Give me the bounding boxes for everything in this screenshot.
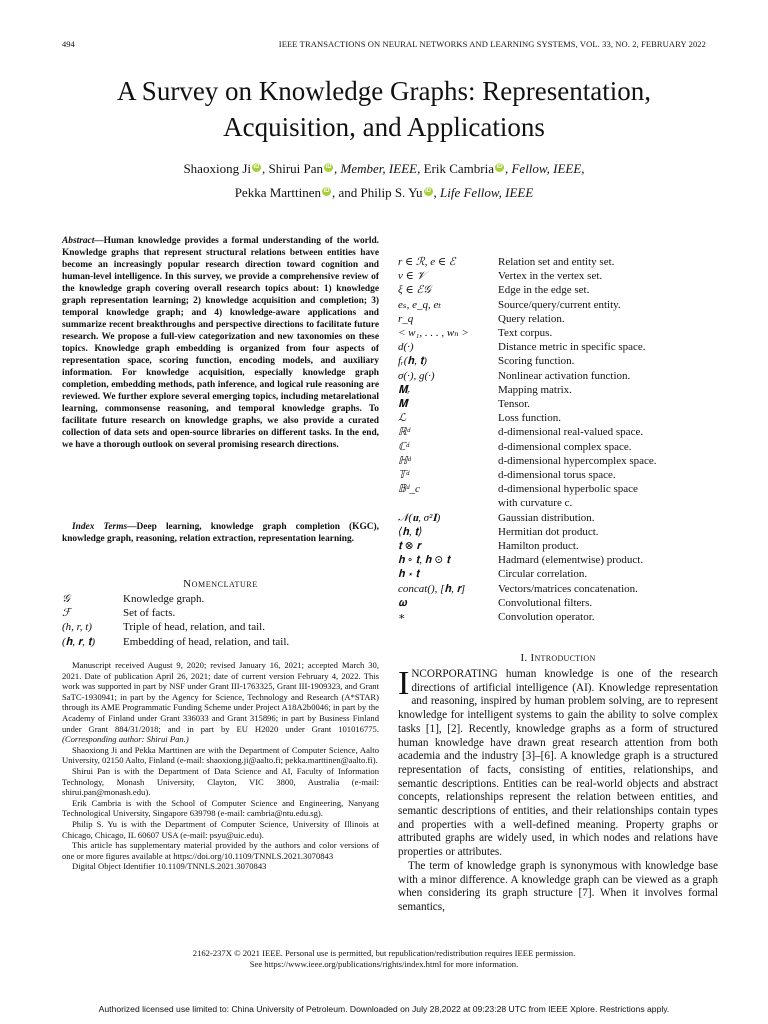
nom-desc: Scoring function. (498, 355, 575, 368)
nom-desc: Hamilton product. (498, 540, 579, 553)
nom-desc: with curvature c. (498, 497, 573, 510)
nom-symbol (398, 496, 498, 510)
nom-desc: Vertex in the vertex set. (498, 270, 603, 283)
title-line-2: Acquisition, and Applications (223, 112, 545, 142)
author-role: Life Fellow, IEEE (440, 185, 534, 200)
nomenclature-row (62, 592, 379, 606)
rights-link[interactable]: See https://www.ieee.org/publications/rights/index.html for more information. (249, 959, 519, 969)
orcid-icon[interactable]: iD (425, 188, 432, 194)
footnote-text: Manuscript received August 9, 2020; revised January 16, 2021; accepted March 30, 2021. Date of publication April 26, 2021; date of current version February 4, 2022. This work was supported in part by NSF under Grant III-1763325, Grant III-1909323, and Grant SaTC-1930941; in part by the Agency for Science, Technology and Research (A*STAR) through its AME Programmatic Funding Scheme under Project A18A2b0046; in part by the Academy of Finland under Grant 336033 and Grant 315896; in part by Business Finland under Grant 884/31/2018; and in part by EU H2020 under Grant 101016775. (62, 660, 379, 734)
nomenclature-row (398, 383, 718, 397)
nom-desc: Source/query/current entity. (498, 298, 621, 311)
footnote-affiliation: Shirui Pan is with the Department of Data Science and AI, Faculty of Information Technology, Monash University, Clayton, VIC 3800, Australia (e-mail: shirui.pan@monash.edu). (62, 765, 379, 798)
nomenclature-row (398, 553, 718, 567)
nomenclature-row (398, 511, 718, 525)
footnote-received (62, 660, 379, 745)
nomenclature-row (62, 635, 379, 649)
nom-symbol: 𝛚 (398, 596, 407, 609)
nomenclature-row (398, 425, 718, 439)
nomenclature-row (398, 610, 718, 624)
nom-desc: Text corpus. (498, 327, 553, 340)
paper-title (40, 73, 728, 145)
footnote-affiliation: Philip S. Yu is with the Department of Computer Science, University of Illinois at Chicago, Chicago, IL 60607 USA (e-mail: psyu@uic.edu). (62, 818, 379, 840)
nomenclature-row (398, 411, 718, 425)
nom-desc: Nonlinear activation function. (498, 369, 631, 382)
nom-symbol: ℝᵈ (398, 426, 411, 439)
author-list (40, 157, 728, 205)
nom-desc: d-dimensional complex space. (498, 440, 632, 453)
footnote-affiliation: Erik Cambria is with the School of Computer Science and Engineering, Nanyang Technological University, Singapore 639798 (e-mail: cambria@ntu.edu.sg). (62, 797, 379, 819)
nomenclature-row (398, 312, 718, 326)
nomenclature-row (398, 567, 718, 581)
nom-desc: Hadmard (elementwise) product. (498, 554, 644, 567)
copyright-notice (62, 948, 706, 970)
index-terms-text: Deep learning, knowledge graph completion (KGC), knowledge graph, reasoning, relation extraction, representation learning. (62, 522, 379, 544)
abstract-text: Human knowledge provides a formal understanding of the world. Knowledge graphs that represent structural relations between entities have become an increasingly popular research direction toward cognition and human-level intelligence. In this survey, we provide a comprehensive review of the knowledge graph covering overall research topics about: 1) knowledge graph representation learning; 2) knowledge acquisition and completion; 3) temporal knowledge graph; and 4) knowledge-aware applications and summarize recent breakthroughs and perspective directions to facilitate future research. We propose a full-view categorization and new taxonomies on these topics. Knowledge graph embedding is organized from four aspects of representation space, scoring function, encoding models, and auxiliary information. For knowledge acquisition, especially knowledge graph completion, embedding methods, path inference, and logical rule reasoning are reviewed. We further explore several emerging topics, including metarelational learning, commonsense reasoning, and temporal knowledge graphs. To facilitate future research on knowledge graphs, we also provide a curated collection of data sets and open-source libraries on different tasks. In the end, we have a thorough outlook on several promising research directions. (62, 236, 379, 450)
nom-desc: Relation set and entity set. (498, 256, 615, 268)
nomenclature-row (398, 340, 718, 354)
running-header: IEEE TRANSACTIONS ON NEURAL NETWORKS AND LEARNING SYSTEMS, VOL. 33, NO. 2, FEBRUARY 2022 (278, 39, 706, 49)
nom-desc: Convolution operator. (498, 611, 595, 624)
nom-symbol: concat(), [𝐡, 𝐫] (398, 582, 466, 595)
nom-symbol: 𝕋ᵈ (398, 469, 410, 482)
nom-symbol: ℂᵈ (398, 440, 410, 453)
nom-desc: Query relation. (498, 312, 565, 325)
intro-paragraph: The term of knowledge graph is synonymous with knowledge base with a minor difference. A knowledge graph can be viewed as a graph when considering its graph structure [7]. When it involves formal semantics, (398, 859, 718, 913)
nomenclature-row (398, 525, 718, 539)
nom-symbol: < w₁, . . . , wₙ > (398, 327, 469, 340)
orcid-icon[interactable]: iD (323, 188, 330, 194)
nom-symbol: 𝐌̂ (398, 398, 408, 411)
nom-symbol: ξ ∈ ℰ𝒢 (398, 284, 431, 297)
nomenclature-row (398, 596, 718, 610)
nomenclature-row (398, 440, 718, 454)
nom-desc: Vectors/matrices concatenation. (498, 582, 638, 595)
orcid-icon[interactable]: iD (253, 164, 260, 170)
section-title: Introduction (530, 652, 596, 664)
author-name: and Philip S. Yu (338, 185, 423, 200)
abstract-label: Abstract (62, 236, 95, 246)
orcid-icon[interactable]: iD (496, 164, 503, 170)
nom-symbol: σ(·), g(·) (398, 369, 435, 382)
footnote-doi: Digital Object Identifier 10.1109/TNNLS.2021.3070843 (72, 861, 267, 872)
license-footer: Authorized licensed use limited to: China University of Petroleum. Downloaded on July 28,2022 at 09:23:28 UTC from IEEE Xplore. Restrictions apply. (98, 1004, 670, 1014)
nom-symbol: r ∈ ℛ, e ∈ ℰ (398, 256, 456, 268)
author-line-2: Pekka Marttinen iD , and Philip S. Yu iD , Life Fellow, IEEE (234, 185, 534, 200)
nom-symbol: ℒ (398, 412, 406, 425)
author-line-1: Shaoxiong Ji iD , Shirui Pan iD , Member, IEEE, Erik Cambria iD , Fellow, IEEE, (183, 161, 585, 176)
nomenclature-row (62, 606, 379, 620)
nomenclature-row (398, 582, 718, 596)
nom-symbol: 𝐌ᵣ (398, 383, 411, 396)
nom-symbol: 𝐡 ∘ 𝐭, 𝐡 ⊙ 𝐭 (398, 554, 450, 567)
section-numeral: I. (520, 652, 528, 664)
nom-symbol: (h, r, t) (62, 621, 92, 634)
nom-symbol: v ∈ 𝒱 (398, 270, 426, 283)
nom-desc: Mapping matrix. (498, 383, 572, 396)
index-terms-label: Index Terms (72, 522, 128, 532)
nom-symbol: ℱ (62, 607, 71, 620)
nomenclature-row (398, 369, 718, 383)
index-terms (62, 521, 379, 545)
nom-symbol: fᵣ(𝐡, 𝐭) (398, 355, 427, 368)
nom-desc: d-dimensional hypercomplex space. (498, 454, 657, 467)
nom-symbol: 𝐭 ⊗ 𝐫 (398, 540, 421, 553)
nom-desc: Tensor. (498, 398, 530, 411)
section-heading (398, 652, 718, 664)
title-line-1: A Survey on Knowledge Graphs: Representation, (117, 76, 651, 106)
nom-desc: Set of facts. (123, 607, 176, 620)
nomenclature-row (398, 326, 718, 340)
nomenclature-row (62, 620, 379, 634)
abstract-dash: — (94, 236, 104, 246)
nomenclature-row (398, 269, 718, 283)
nom-symbol: 𝒢 (62, 593, 70, 605)
nomenclature-row (398, 298, 718, 312)
nomenclature-row (398, 468, 718, 482)
index-terms-dash: — (127, 522, 137, 532)
nomenclature-row (398, 454, 718, 468)
nomenclature-row (398, 283, 718, 297)
page-number: 494 (62, 39, 75, 49)
introduction-body (398, 665, 718, 915)
nom-symbol: eₛ, e_q, eₜ (398, 298, 442, 311)
nom-symbol: 𝐡 ⋆ 𝐭 (398, 568, 420, 581)
intro-text: human knowledge is one of the research directions of artificial intelligence (AI). Knowledge representation and reasoning, inspired by human problem solving, are to represent knowledge for intelligent systems to gain the ability to solve complex tasks [1], [2]. Recently, knowledge graphs as a form of structured human knowledge have drawn great research attention from both academia and the industry [3]–[6]. A knowledge graph is a structured representation of facts, consisting of entities, relationships, and semantic descriptions. Entities can be real-world objects and abstract concepts, relationships represent the relation between entities, and semantic descriptions of entities, and their relationships contain types and properties with a well-defined meaning. Property graphs or attributed graphs are widely used, in which nodes and relations have properties or attributes. (398, 668, 718, 859)
author-name: Erik Cambria (423, 161, 494, 176)
nom-symbol: 𝔹ᵈ_c (398, 483, 420, 496)
nomenclature-row (398, 482, 718, 496)
nom-desc: Embedding of head, relation, and tail. (123, 635, 290, 648)
nom-desc: Hermitian dot product. (498, 525, 599, 538)
corresponding-author: (Corresponding author: Shirui Pan.) (62, 734, 189, 745)
orcid-icon[interactable]: iD (325, 164, 332, 170)
nomenclature-heading: Nomenclature (183, 578, 258, 590)
nomenclature-right (398, 255, 718, 624)
nom-desc: Loss function. (498, 412, 561, 425)
author-name: Shaoxiong Ji (183, 161, 251, 176)
nom-desc: Knowledge graph. (123, 593, 205, 605)
nomenclature-left (62, 592, 379, 649)
nom-desc: Circular correlation. (498, 568, 588, 581)
copyright-line: 2162-237X © 2021 IEEE. Personal use is permitted, but republication/redistribution requires IEEE permission. (192, 948, 576, 958)
nom-desc: d-dimensional real-valued space. (498, 426, 644, 439)
nom-desc: Gaussian distribution. (498, 511, 595, 524)
nom-symbol: ∗ (398, 611, 406, 624)
nomenclature-row (398, 354, 718, 368)
nom-symbol: ⟨𝐡, 𝐭⟩ (398, 525, 423, 538)
footnotes (62, 660, 379, 872)
nom-desc: Distance metric in specific space. (498, 341, 646, 354)
intro-paragraph (398, 665, 718, 860)
author-name: Pekka Marttinen (234, 185, 321, 200)
drop-cap: I (398, 665, 410, 702)
author-role: Fellow, IEEE (511, 161, 582, 176)
nom-desc: d-dimensional torus space. (498, 469, 616, 482)
nom-symbol: r_q (398, 312, 414, 325)
nom-symbol: 𝒩(𝐮, σ²𝐈) (398, 511, 441, 524)
nom-desc: Convolutional filters. (498, 596, 593, 609)
nomenclature-row (398, 397, 718, 411)
author-role: Member, IEEE (340, 161, 418, 176)
footnote-affiliation: Shaoxiong Ji and Pekka Marttinen are with the Department of Computer Science, Aalto University, 02150 Aalto, Finland (e-mail: shaoxiong.ji@aalto.fi; pekka.marttinen@aalto.fi). (62, 744, 379, 766)
nom-desc: d-dimensional hyperbolic space (498, 483, 638, 496)
abstract (62, 235, 379, 451)
footnote-supplementary: This article has supplementary material provided by the authors and color versions of one or more figures available at https://doi.org/10.1109/TNNLS.2021.3070843 (62, 840, 379, 861)
intro-caps: NCORPORATING (411, 668, 498, 680)
nom-symbol: ℍᵈ (398, 454, 411, 467)
nomenclature-row (398, 255, 718, 269)
nomenclature-row (398, 539, 718, 553)
nom-symbol: (𝐡, 𝐫, 𝐭) (62, 635, 96, 648)
nomenclature-row (398, 496, 718, 510)
author-name: Shirui Pan (268, 161, 324, 176)
nom-desc: Edge in the edge set. (498, 284, 590, 297)
nom-symbol: d(·) (398, 341, 414, 354)
nom-desc: Triple of head, relation, and tail. (123, 621, 265, 634)
